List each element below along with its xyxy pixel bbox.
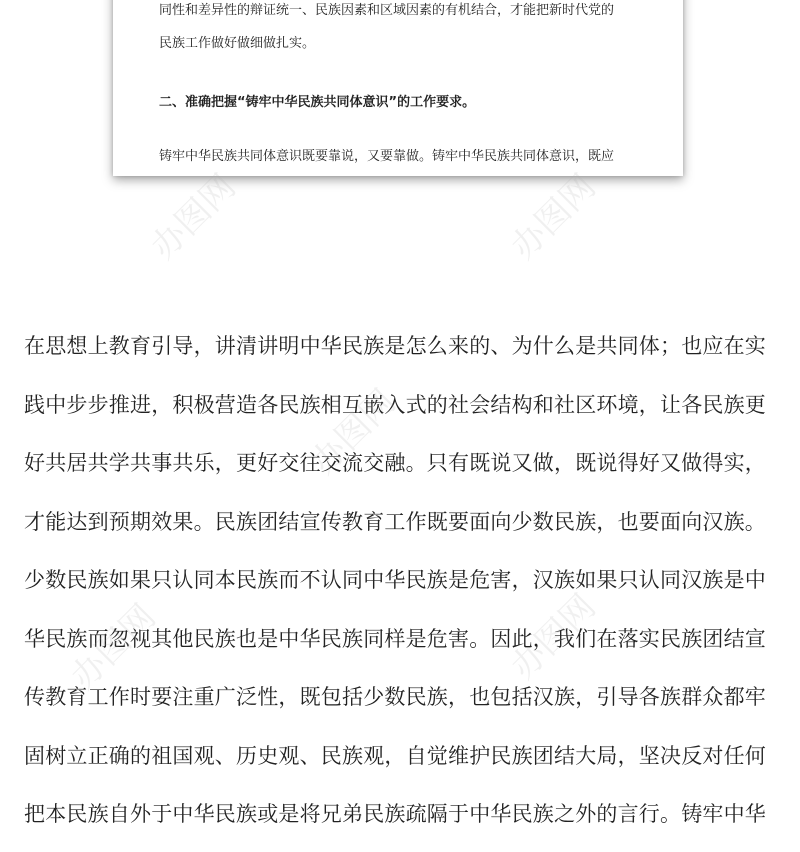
body-line: 固树立正确的祖国观、历史观、民族观，自觉维护民族团结大局，坚决反对任何 (24, 743, 766, 768)
watermark: 办图网 (503, 166, 604, 268)
body-text (24, 325, 780, 852)
body-line: 才能达到预期效果。民族团结宣传教育工作既要面向少数民族，也要面向汉族。 (24, 509, 766, 534)
watermark: 办图网 (503, 586, 604, 688)
body-line: 传教育工作时要注重广泛性，既包括少数民族，也包括汉族，引导各族群众都牢 (24, 685, 766, 709)
body-line: 在思想上教育引导，讲清讲明中华民族是怎么来的、为什么是共同体；也应在实 (24, 334, 766, 358)
card-section-heading: 二、准确把握“铸牢中华民族共同体意识”的工作要求。 (159, 95, 476, 110)
watermark: 办图网 (63, 596, 164, 698)
card-text-line: 同性和差异性的辩证统一、民族因素和区域因素的有机结合，才能把新时代党的 (159, 3, 615, 18)
watermark: 办图网 (303, 381, 404, 483)
body-line: 华民族而忽视其他民族也是中华民族同样是危害。因此，我们在落实民族团结宣 (24, 626, 766, 651)
document-card (113, 0, 683, 176)
card-text-line: 民族工作做好做细做扎实。 (159, 36, 316, 51)
body-line: 践中步步推进，积极营造各民族相互嵌入式的社会结构和社区环境，让各民族更 (24, 392, 766, 417)
watermark: 办图网 (143, 166, 244, 268)
body-line: 把本民族自外于中华民族或是将兄弟民族疏隔于中华民族之外的言行。铸牢中华 (24, 802, 766, 826)
card-text-line: 铸牢中华民族共同体意识既要靠说，又要靠做。铸牢中华民族共同体意识，既应 (159, 149, 615, 164)
body-line: 少数民族如果只认同本民族而不认同中华民族是危害，汉族如果只认同汉族是中 (24, 568, 766, 592)
body-line: 好共居共学共事共乐，更好交往交流交融。只有既说又做，既说得好又做得实， (24, 451, 766, 475)
